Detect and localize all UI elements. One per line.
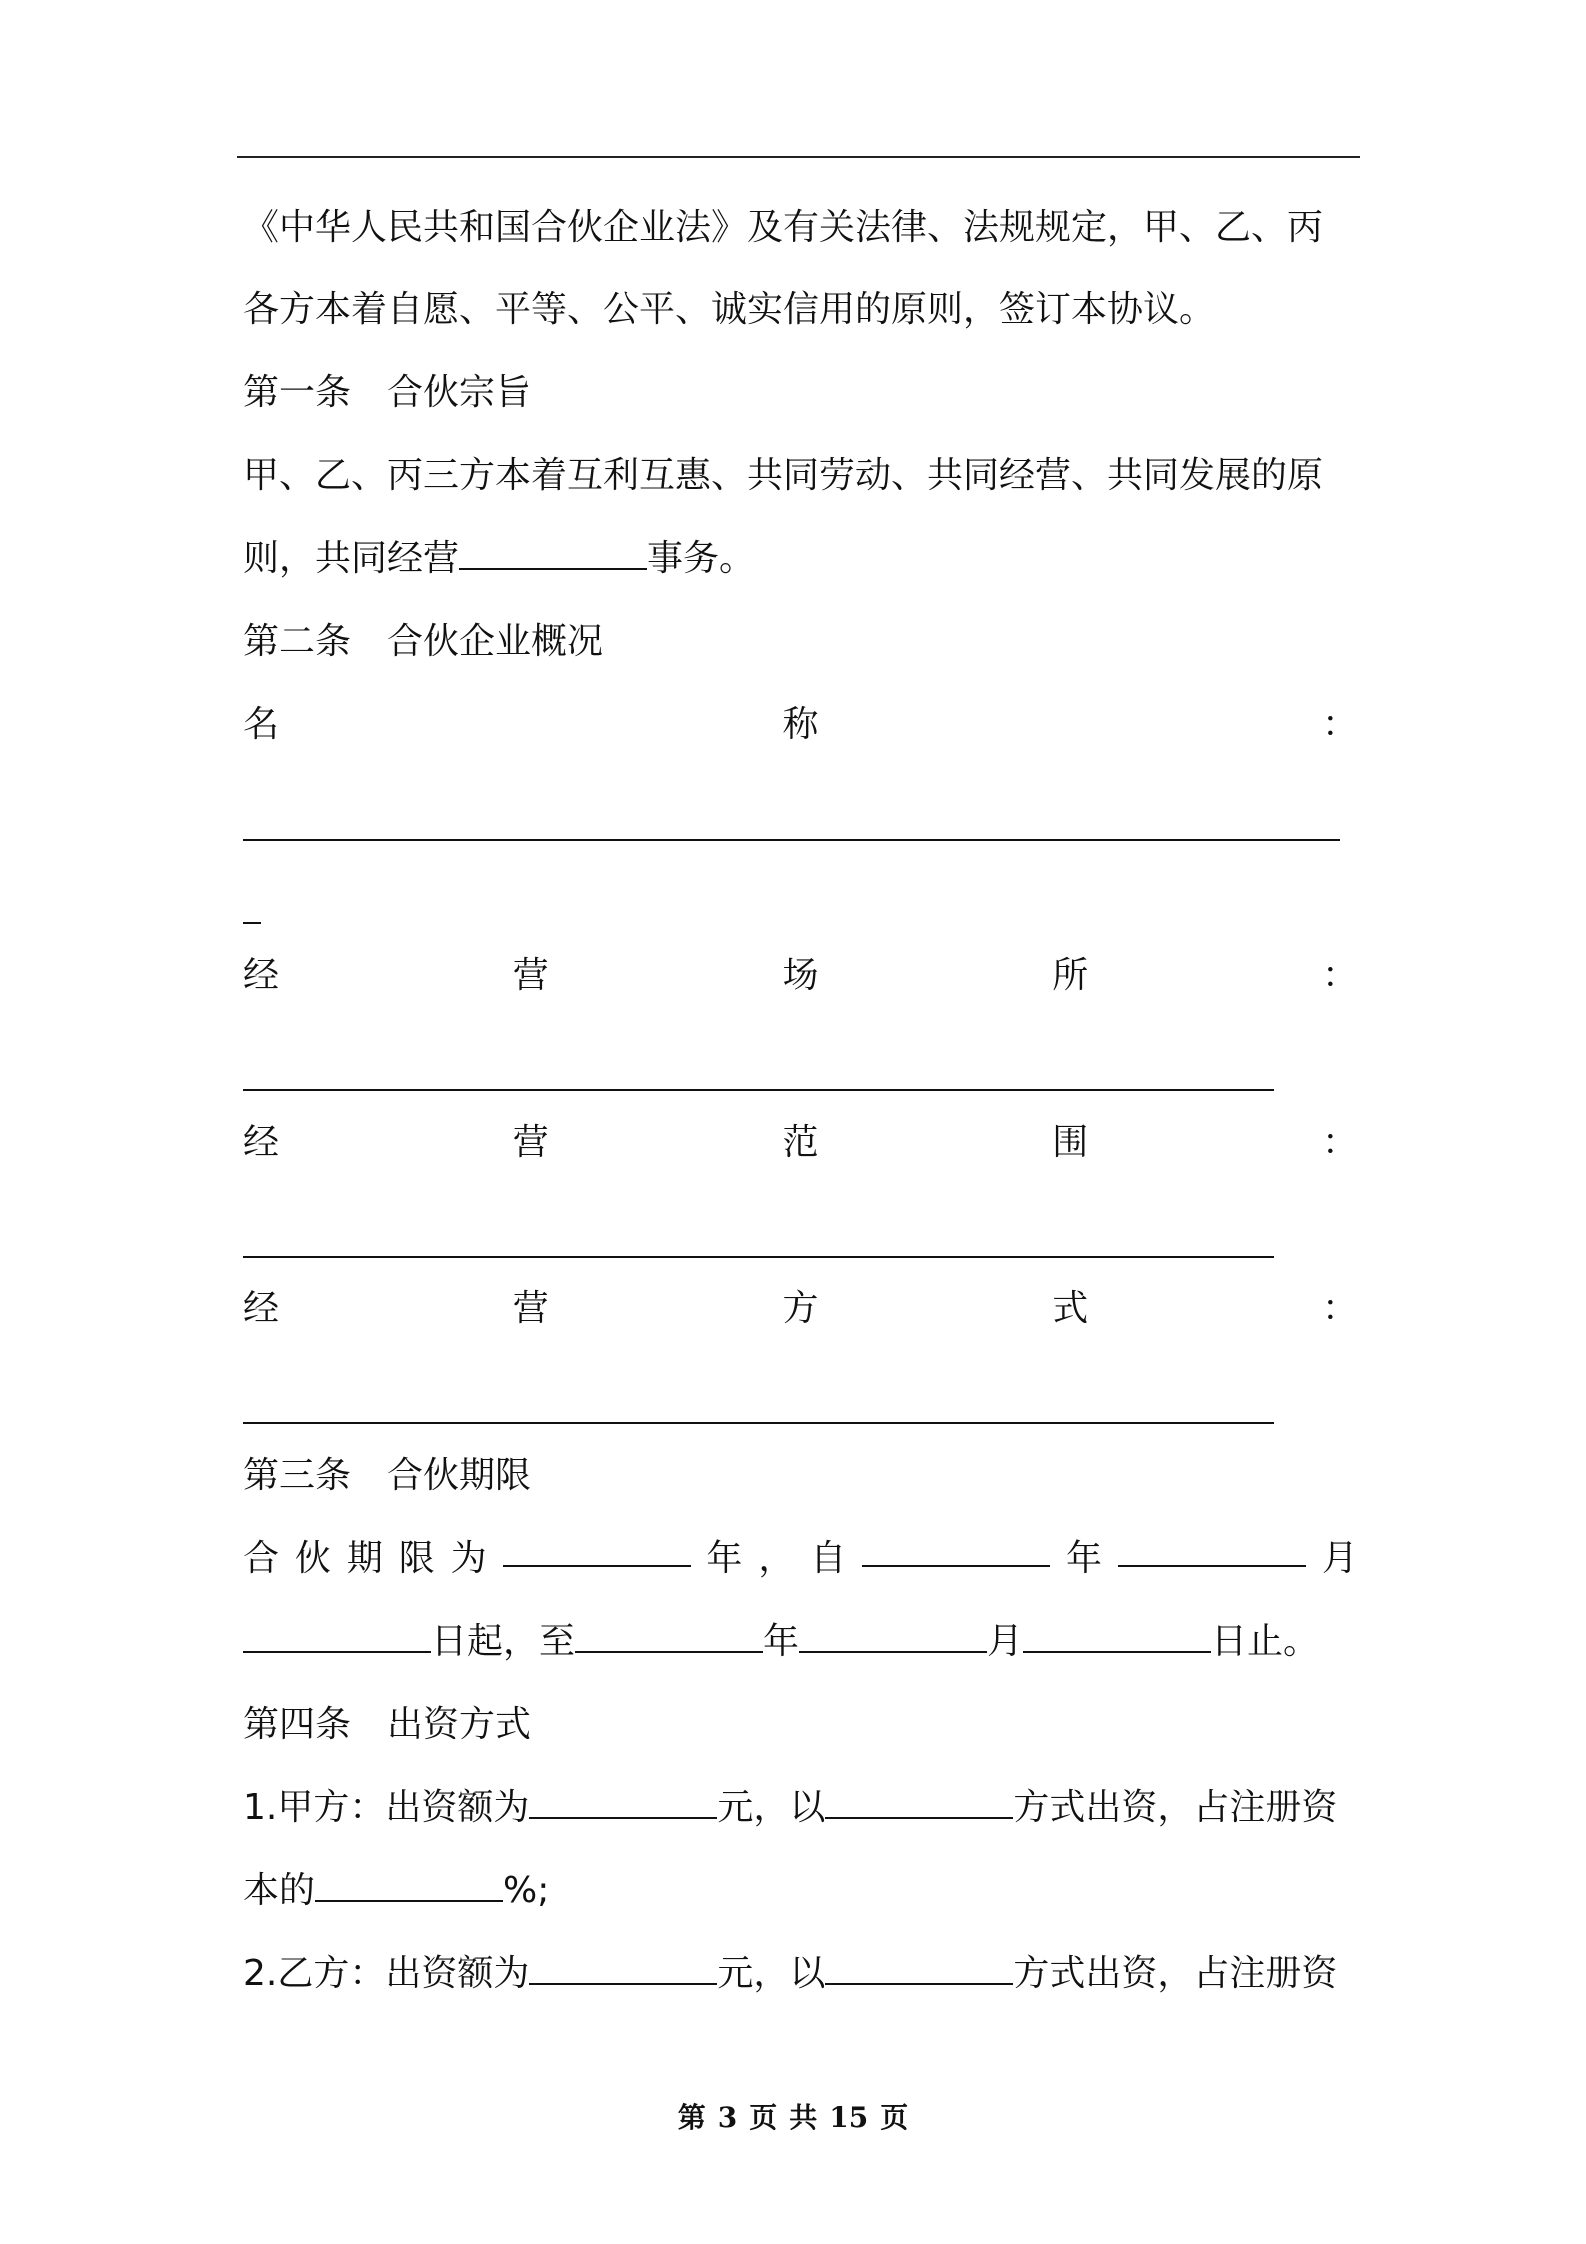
field-char: 经 [243,955,280,996]
header-rule [237,156,1360,158]
start-year-label: 年 [1066,1538,1103,1579]
contrib-b-amount-blank[interactable] [529,1953,717,1985]
article-1-line-1: 甲、乙、丙三方本着互利互惠、共同劳动、共同经营、共同发展的原 [243,455,1324,496]
contrib-b-yuan: 元，以 [717,1953,826,1994]
start-year-blank[interactable] [862,1535,1050,1567]
contrib-b-line-1 [243,1950,1358,1998]
business-blank[interactable] [459,538,647,570]
contrib-a-yuan: 元，以 [717,1787,826,1828]
field-name-label [243,701,1358,749]
footer-label: 页 [749,2101,778,2134]
term-years-blank[interactable] [503,1535,691,1567]
field-place-blank[interactable] [243,1089,1274,1091]
end-month-label: 月 [987,1621,1024,1662]
field-char: 所 [1052,955,1089,996]
end-day-label: 日止。 [1211,1621,1320,1662]
contrib-a-line-2 [243,1867,1358,1915]
contrib-a-share-suffix: %; [503,1870,550,1911]
paragraph-intro-line-1: 《中华人民共和国合伙企业法》及有关法律、法规规定，甲、乙、丙 [243,207,1324,248]
contrib-b-prefix: 2.乙方：出资额为 [243,1953,530,1994]
footer-page-number: 3 [717,2101,738,2134]
field-char: 名 [243,704,280,745]
contrib-a-tail: 方式出资，占注册资 [1013,1787,1338,1828]
start-month-label: 月 [1321,1538,1358,1579]
contrib-a-line-1 [243,1784,1358,1832]
field-char: 营 [512,1288,549,1329]
contrib-a-prefix: 1.甲方：出资额为 [243,1787,530,1828]
article-1-text-end: 事务。 [647,538,756,579]
field-char: 范 [782,1122,819,1163]
term-char: 为 [450,1538,487,1579]
end-year-blank[interactable] [575,1621,763,1653]
start-month-blank[interactable] [1118,1535,1306,1567]
field-char: 围 [1052,1122,1089,1163]
contrib-a-method-blank[interactable] [825,1787,1013,1819]
field-name-blank[interactable] [243,839,1340,841]
field-name-blank-wrap [243,922,261,924]
field-colon: ： [1321,1122,1358,1163]
field-char: 经 [243,1288,280,1329]
field-mode-label [243,1285,1358,1333]
footer-label: 第 [677,2101,706,2134]
field-scope-blank[interactable] [243,1256,1274,1258]
page-footer [0,2100,1586,2136]
term-char: 限 [398,1538,435,1579]
end-day-blank[interactable] [1023,1621,1211,1653]
article-2-title: 第二条 合伙企业概况 [243,621,604,662]
field-char: 经 [243,1122,280,1163]
article-1-line-2 [243,535,1358,583]
field-colon: ： [1321,704,1358,745]
end-year-label: 年 [763,1621,800,1662]
paragraph-intro-line-2: 各方本着自愿、平等、公平、诚实信用的原则，签订本协议。 [243,289,1216,330]
contrib-a-share-prefix: 本的 [243,1870,316,1911]
contrib-a-amount-blank[interactable] [529,1787,717,1819]
term-comma: ， [758,1538,795,1579]
start-day-label: 日起，至 [431,1621,576,1662]
field-char: 场 [782,955,819,996]
field-place-label [243,952,1358,1000]
field-char: 式 [1052,1288,1089,1329]
term-char: 合 [243,1538,280,1579]
footer-label: 页 [880,2101,909,2134]
term-char: 伙 [294,1538,331,1579]
contrib-b-method-blank[interactable] [825,1953,1013,1985]
start-day-blank[interactable] [243,1621,431,1653]
term-year-label: 年 [706,1538,743,1579]
term-from-label: 自 [810,1538,847,1579]
contrib-b-tail: 方式出资，占注册资 [1013,1953,1338,1994]
term-line-2 [243,1618,1358,1666]
article-1-text: 则，共同经营 [243,538,460,579]
term-line-1 [243,1535,1358,1583]
field-char: 方 [782,1288,819,1329]
field-colon: ： [1321,955,1358,996]
contrib-a-share-blank[interactable] [315,1870,503,1902]
footer-total-pages: 15 [829,2101,869,2134]
end-month-blank[interactable] [799,1621,987,1653]
field-colon: ： [1321,1288,1358,1329]
article-4-title: 第四条 出资方式 [243,1704,532,1745]
article-3-title: 第三条 合伙期限 [243,1455,532,1496]
field-char: 营 [512,1122,549,1163]
footer-label: 共 [789,2101,818,2134]
field-char: 称 [782,704,819,745]
term-char: 期 [346,1538,383,1579]
field-char: 营 [512,955,549,996]
article-1-title: 第一条 合伙宗旨 [243,372,532,413]
field-mode-blank[interactable] [243,1422,1274,1424]
field-scope-label [243,1119,1358,1167]
